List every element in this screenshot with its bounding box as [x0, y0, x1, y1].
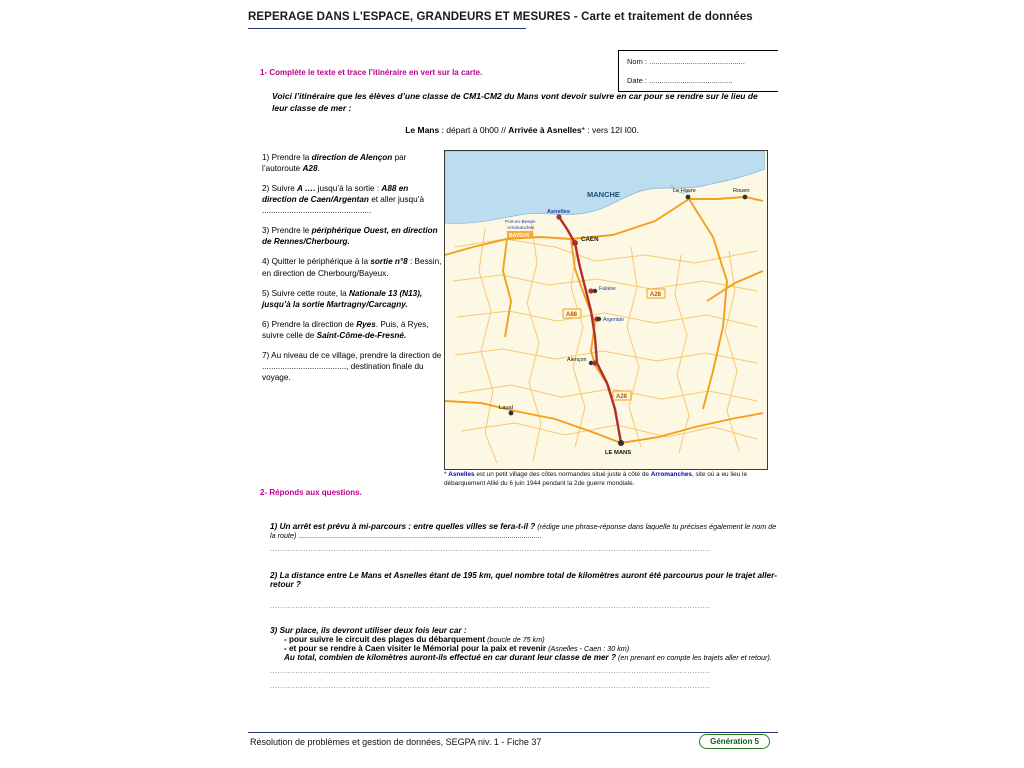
step-text: Quitter le périphérique à la: [271, 257, 371, 267]
map-svg: [445, 151, 765, 467]
question-2-answer-line[interactable]: .............................................................................................................................................................................: [270, 603, 711, 610]
question-2-stem: La distance entre Le Mans et Asnelles étant de 195 km, quel nombre total de kilomètres auront été parcourus pour le trajet aller-retour ?: [270, 571, 778, 589]
step-text: Prendre la direction de: [271, 319, 357, 329]
step-number: 3): [262, 226, 270, 236]
arrival-detail: * : vers 12I I00.: [581, 125, 639, 135]
city-arromanches: Arromanches: [507, 225, 535, 230]
question-3-answer-line-1[interactable]: .............................................................................................................................................................................: [270, 668, 711, 675]
shield-a28-north: A28: [650, 292, 662, 298]
sub-3-bold: Au total, combien de kilomètres auront-ils effectué en car durant leur classe de mer ?: [284, 653, 616, 662]
step-number: 5): [262, 288, 270, 298]
arrival-city: Arrivée à Asnelles: [508, 125, 582, 135]
step-number: 6): [262, 319, 270, 329]
city-argentan: Argentan: [603, 317, 625, 323]
step-text: Prendre le: [271, 226, 312, 236]
date-field-label[interactable]: Date : ........................................: [627, 76, 733, 85]
city-caen: CAEN: [581, 236, 599, 243]
shield-a28-south: A28: [616, 394, 628, 400]
step-bold-2: A88 en direction de Caen/Argentan: [262, 184, 409, 205]
question-1: [270, 522, 778, 553]
step-bold: direction de Alençon: [311, 153, 393, 162]
question-3-sub-1: [270, 635, 778, 644]
intro-paragraph: Voici l’itinéraire que les élèves d’une classe de CM1-CM2 du Mans vont devoir suivre en car pour se rendre sur le lieu de leur classe de mer :: [272, 91, 758, 114]
step-bold-2: A28: [302, 164, 318, 174]
sea-label: MANCHE: [587, 190, 620, 199]
step-item: [262, 350, 442, 383]
city-le-havre: Le Havre: [673, 188, 696, 194]
sub-3-note: (en prenant en compte les trajets aller et retour).: [616, 653, 772, 662]
city-falaise: Falaise: [599, 286, 616, 292]
step-item: [262, 256, 442, 278]
city-laval: Laval: [499, 405, 513, 411]
question-3-stem: Sur place, ils devront utiliser deux fois leur car :: [279, 626, 467, 635]
sub-1-note: (boucle de 75 km): [485, 635, 545, 644]
normandy-map[interactable]: [444, 150, 768, 470]
question-1-answer-line[interactable]: .............................................................................................................................................................................: [270, 546, 711, 553]
section-2-heading: 2- Réponds aux questions.: [260, 488, 362, 497]
step-bold: Nationale 13 (N13), jusqu’à la sortie Martragny/Carcagny.: [262, 288, 423, 309]
sub-2-bold: - et pour se rendre à Caen visiter le Mémorial pour la paix et revenir: [284, 644, 547, 653]
step-text: Suivre cette route, la: [271, 288, 349, 298]
question-1-hint: (rédige une phrase-réponse dans laquelle tu précises également le nom de la route): [270, 522, 777, 540]
page-title: REPERAGE DANS L'ESPACE, GRANDEURS ET MESURES - Carte et traitement de données: [248, 11, 753, 23]
sub-1-bold: - pour suivre le circuit des plages du débarquement: [284, 635, 486, 644]
step-bold-2: Saint-Côme-de-Fresné.: [316, 330, 407, 340]
name-field-label[interactable]: Nom : ..............................................: [627, 57, 745, 66]
footnote-arromanches: Arromanches: [650, 471, 692, 478]
question-1-stem: Un arrêt est prévu à mi-parcours : entre quelles villes se fera-t-il ?: [279, 522, 536, 531]
publisher-badge: Génération 5: [699, 734, 770, 749]
city-alencon: Alençon: [567, 357, 587, 363]
question-3-sub-2: [270, 644, 778, 653]
step-text-mid: : Bessin, en direction de Cherbourg/Bayeux.: [262, 257, 442, 278]
sub-2-note: (Asnelles - Caen : 30 km): [546, 644, 630, 653]
step-number: 1): [262, 153, 270, 162]
questions-block: [270, 522, 778, 694]
question-1-number: 1): [270, 522, 278, 531]
map-footnote: [444, 471, 770, 488]
step-bold: périphérique Ouest, en direction de Rennes/Cherbourg.: [262, 226, 438, 247]
footnote-text-2: , site où a eu lieu le débarquement Allié du 6 juin 1944 pendant la 2de guerre mondiale.: [444, 471, 748, 487]
step-item: [262, 288, 442, 310]
step-text-mid: . Puis, à Ryes, suivre celle de: [262, 319, 429, 340]
city-bayeux: BAYEUX: [509, 233, 530, 239]
departure-line: [272, 125, 772, 137]
city-port-en-bessin: Port-en-Bessin: [505, 219, 536, 224]
student-id-box: [618, 50, 778, 92]
departure-detail: : départ à 0h00 //: [439, 125, 509, 135]
question-3: [270, 626, 778, 690]
itinerary-steps: [262, 152, 442, 392]
question-3-answer-line-2[interactable]: .............................................................................................................................................................................: [270, 683, 711, 690]
footer-divider: [248, 732, 778, 733]
question-2-number: 2): [270, 571, 278, 580]
step-text-end: et aller jusqu’à ................................................: [262, 195, 424, 216]
city-le-mans: LE MANS: [605, 450, 632, 456]
step-text-mid: par l’autoroute: [262, 153, 407, 174]
city-asnelles: Asnelles: [547, 209, 571, 215]
question-3-number: 3): [270, 626, 278, 635]
footnote-asnelles: Asnelles: [448, 471, 475, 478]
footer-label: Résolution de problèmes et gestion de données, SEGPA niv. 1 - Fiche 37: [250, 737, 542, 747]
step-item: [262, 183, 442, 216]
step-item: [262, 225, 442, 247]
footnote-text-1: est un petit village des côtes normandes situé juste à côté de: [474, 471, 651, 478]
step-number: 4): [262, 257, 270, 267]
question-2: [270, 571, 778, 610]
shield-a88: A88: [566, 312, 578, 318]
question-3-sub-3: [270, 653, 778, 662]
step-number: 2): [262, 184, 270, 194]
step-text-mid: jusqu’à la sortie :: [315, 184, 382, 194]
city-rouen: Rouen: [733, 188, 750, 194]
worksheet: [248, 10, 778, 758]
step-text[interactable]: Au niveau de ce village, prendre la direction de ....................................., destination finale du voyage.: [262, 350, 442, 382]
step-text: Suivre: [271, 184, 298, 194]
section-1-heading: 1- Complète le texte et trace l’itinéraire en vert sur la carte.: [260, 68, 483, 77]
step-text-end: .: [317, 164, 320, 174]
step-bold: A ….: [297, 184, 316, 194]
step-item: [262, 319, 442, 341]
departure-city: Le Mans: [405, 125, 440, 135]
step-bold: sortie n°8: [370, 257, 408, 267]
title-divider: [248, 28, 526, 29]
question-1-inline-dots[interactable]: ..........................................................................................................................: [296, 531, 542, 540]
step-number: 7): [262, 350, 270, 360]
step-bold: Ryes: [356, 319, 376, 329]
step-item: [262, 152, 442, 174]
footnote-star: *: [444, 471, 449, 478]
step-text: Prendre la: [271, 153, 312, 162]
